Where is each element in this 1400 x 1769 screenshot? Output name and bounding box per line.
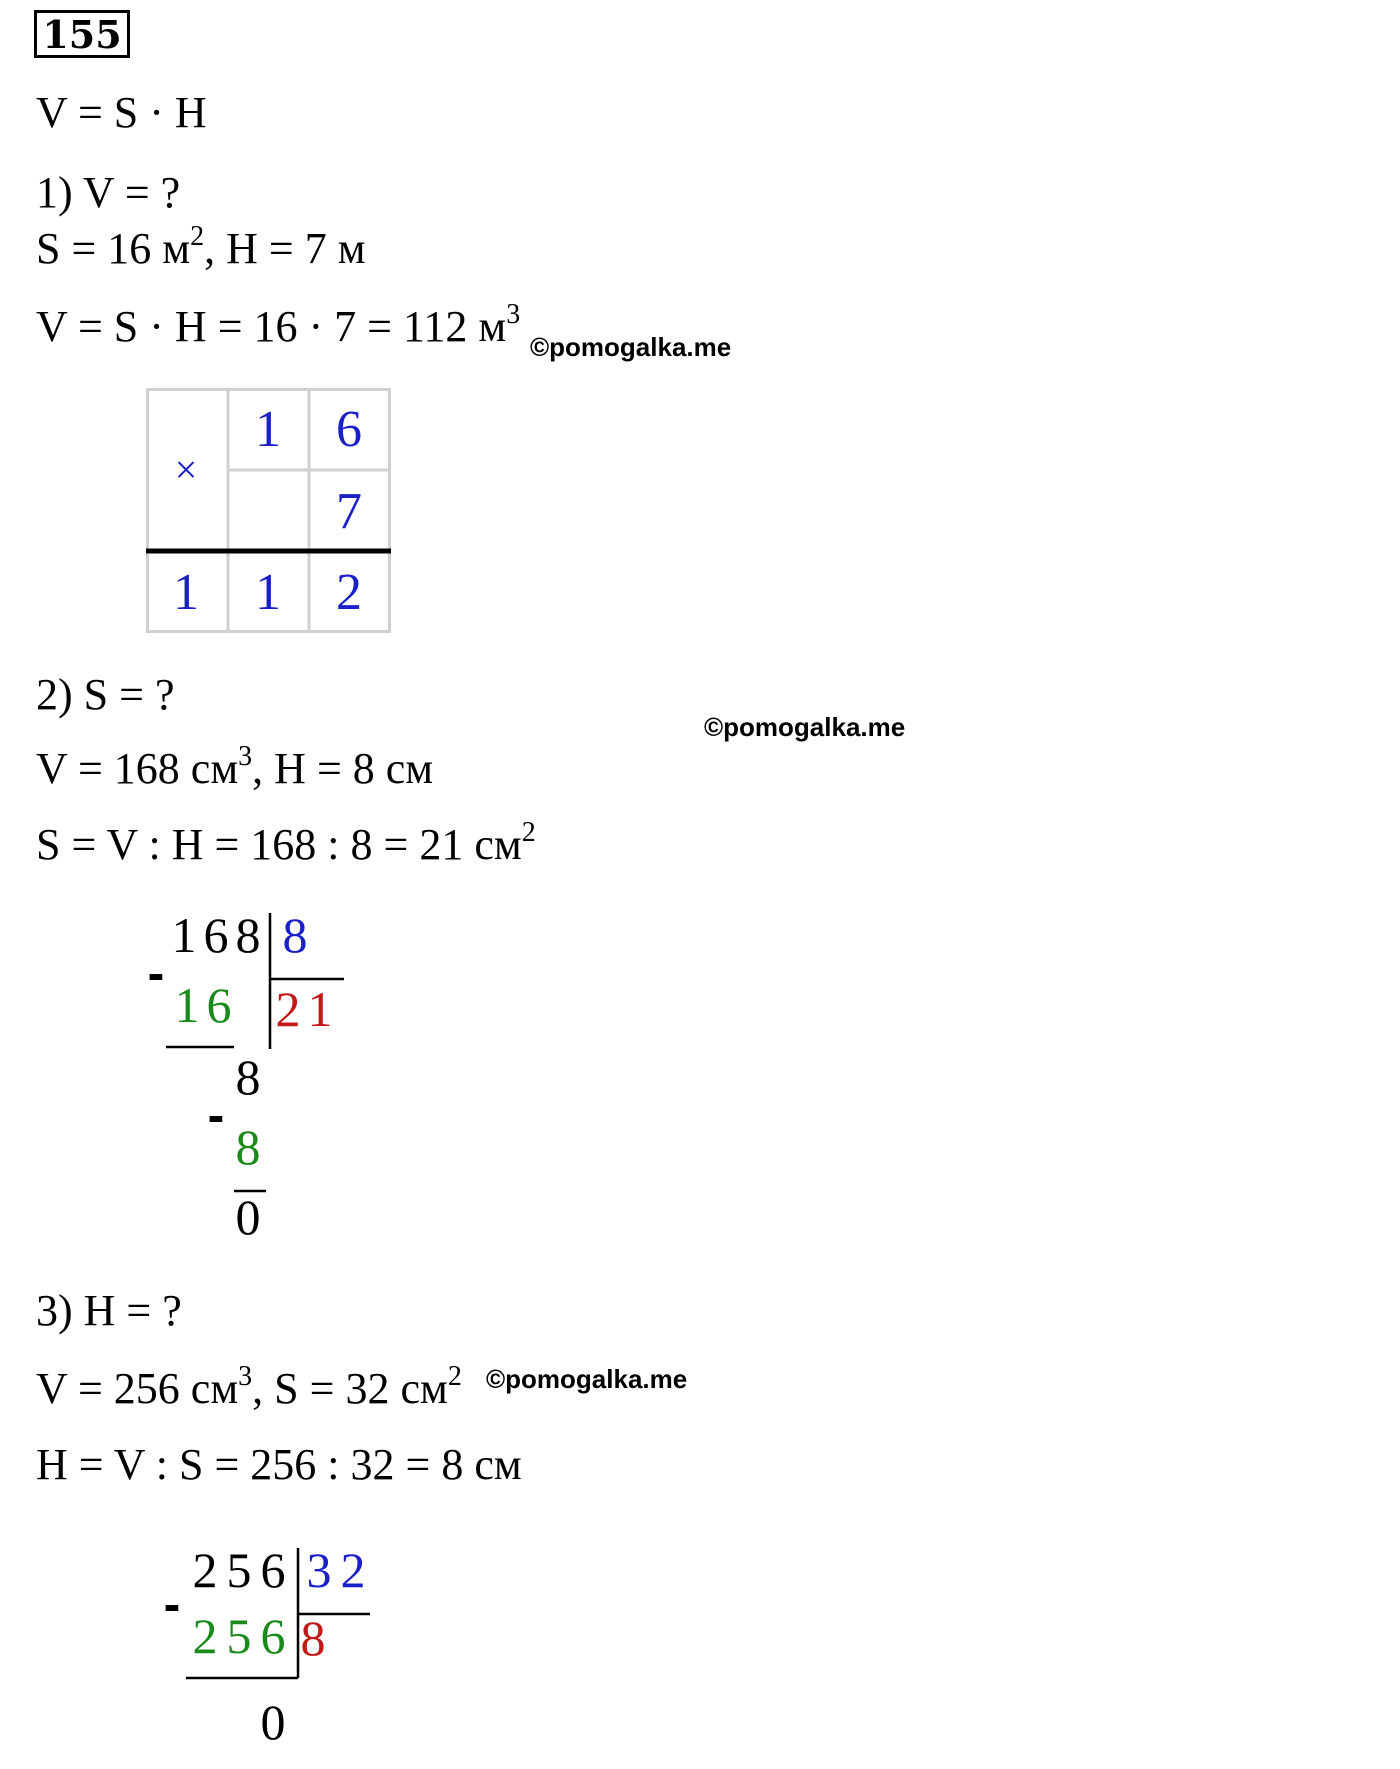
part1-given <box>36 221 366 274</box>
part2-given-a: V = 168 см <box>36 744 239 793</box>
division-lines <box>160 1540 400 1769</box>
part3-given-b: , S = 32 см <box>252 1364 448 1413</box>
multiplication-grid <box>146 388 391 633</box>
step1-digit: 2 <box>192 1608 218 1664</box>
part2-given-b: , H = 8 см <box>252 744 434 793</box>
dividend-digit: 8 <box>235 907 261 963</box>
formula: V = S · H <box>36 88 207 137</box>
step1-digit: 6 <box>206 977 232 1033</box>
part3-given-a-exp: 3 <box>238 1361 253 1392</box>
factor-top-digit: 6 <box>336 401 362 458</box>
quotient-digit: 2 <box>275 981 301 1037</box>
remainder1-digit: 8 <box>235 1049 261 1105</box>
dividend-digit: 6 <box>203 907 229 963</box>
product-digit: 1 <box>255 564 281 621</box>
remainder-digit: 0 <box>235 1189 261 1245</box>
part1-given-a: S = 16 м <box>36 224 191 273</box>
part1-solution <box>36 299 521 352</box>
part1-solution-exp: 3 <box>506 299 521 330</box>
part2-given-a-exp: 3 <box>238 741 253 772</box>
minus-sign: - <box>147 945 165 1001</box>
divisor-digit: 8 <box>282 907 308 963</box>
divisor-digit: 3 <box>306 1542 332 1598</box>
dividend-digit: 5 <box>226 1542 252 1598</box>
factor-top-digit: 1 <box>255 401 281 458</box>
multiply-sign: × <box>174 447 198 492</box>
part1-solution-text: V = S · H = 16 · 7 = 112 м <box>36 302 507 351</box>
part1-given-a-exp: 2 <box>190 221 205 252</box>
part3-solution: H = V : S = 256 : 32 = 8 см <box>36 1440 522 1489</box>
watermark-2: ©pomogalka.me <box>704 712 906 742</box>
problem-number-badge: 155 <box>34 10 130 58</box>
part2-given <box>36 741 434 794</box>
step1-digit: 6 <box>260 1608 286 1664</box>
dividend-digit: 6 <box>260 1542 286 1598</box>
part2-solution-exp: 2 <box>521 817 536 848</box>
dividend-digit: 1 <box>171 907 197 963</box>
step2-digit: 8 <box>235 1119 261 1175</box>
dividend-digit: 2 <box>192 1542 218 1598</box>
watermark-3: ©pomogalka.me <box>486 1364 688 1394</box>
divisor-digit: 2 <box>340 1542 366 1598</box>
part1-heading: 1) V = ? <box>36 168 181 217</box>
division-lines <box>140 905 380 1255</box>
step1-digit: 5 <box>226 1608 252 1664</box>
product-digit: 1 <box>173 564 199 621</box>
step1-digit: 1 <box>174 977 200 1033</box>
long-division-1 <box>140 905 380 1255</box>
factor-bottom-digit: 7 <box>336 483 362 540</box>
long-division-2 <box>160 1540 400 1769</box>
part3-given <box>36 1361 462 1414</box>
part2-solution <box>36 817 536 870</box>
quotient-digit: 1 <box>307 981 333 1037</box>
remainder-digit: 0 <box>260 1694 286 1750</box>
part3-given-a: V = 256 см <box>36 1364 239 1413</box>
product-digit: 2 <box>336 564 362 621</box>
part2-heading: 2) S = ? <box>36 670 175 719</box>
part3-given-b-exp: 2 <box>447 1361 462 1392</box>
minus-sign: - <box>207 1087 225 1143</box>
quotient-digit: 8 <box>300 1610 326 1666</box>
part1-given-b: , H = 7 м <box>204 224 366 273</box>
part3-heading: 3) H = ? <box>36 1286 182 1335</box>
part2-solution-text: S = V : H = 168 : 8 = 21 см <box>36 820 522 869</box>
watermark-1: ©pomogalka.me <box>530 332 732 362</box>
minus-sign: - <box>163 1576 181 1632</box>
